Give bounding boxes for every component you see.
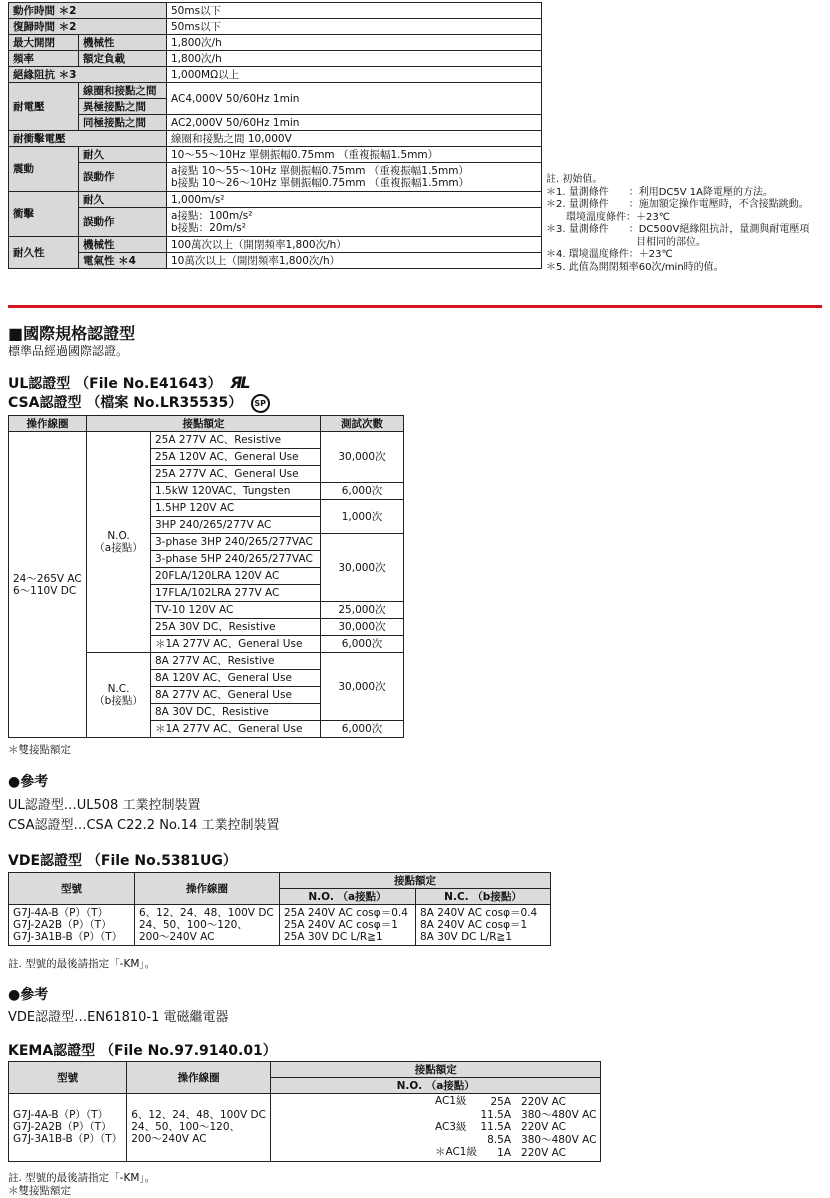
section-title: ■國際規格認證型	[8, 324, 136, 343]
csa-heading-text: CSA認證型 （檔案 No.LR35535）	[8, 395, 243, 411]
count-cell: 30,000次	[321, 432, 404, 483]
no-rating-cell	[280, 905, 416, 946]
model-line: G7J-4A-B（P）（T）	[13, 907, 109, 919]
rating-line: 8A 240V AC cosφ＝1	[420, 919, 528, 931]
section-subtitle: 標準品經過國際認證。	[8, 344, 129, 358]
kema-note-2: ＊雙接點額定	[8, 1185, 71, 1197]
class-cell	[435, 1109, 481, 1121]
spec-label: 衝擊	[9, 192, 79, 237]
note-line: ＊2. 量測條件 ：施加額定操作電壓時，不含接點跳動。	[546, 199, 809, 210]
kema-heading	[8, 1040, 277, 1060]
rating-line: 8A 240V AC cosφ＝0.4	[420, 907, 538, 919]
rating-cell: 25A 277V AC、General Use	[151, 466, 321, 483]
col-header: N.C. （b接點）	[416, 889, 551, 905]
contact-line: N.C.	[107, 683, 130, 695]
spec-label: 動作時間 ＊2	[9, 3, 167, 19]
rating-cell: 8A 120V AC、General Use	[151, 670, 321, 687]
spec-value-line: b接點：20m/s²	[171, 222, 246, 234]
spec-value: AC4,000V 50/60Hz 1min	[167, 83, 542, 115]
reference-title: ●參考	[8, 774, 49, 790]
rating-cell: 3HP 240/265/277V AC	[151, 517, 321, 534]
ul-csa-table	[8, 415, 404, 738]
vde-note: 註. 型號的最後請指定「-KM」。	[8, 958, 156, 970]
reference-line: UL認證型…UL508 工業控制裝置	[8, 798, 201, 813]
coil-line: 24、50、100～120、	[139, 919, 248, 931]
rating-line: 25A 240V AC cosφ＝0.4	[284, 907, 408, 919]
count-cell: 6,000次	[321, 483, 404, 500]
count-cell: 6,000次	[321, 636, 404, 653]
spec-value: 1,000MΩ以上	[167, 67, 542, 83]
col-header: 型號	[9, 1062, 127, 1094]
spec-notes	[546, 174, 809, 274]
ul-heading-text: UL認證型 （File No.E41643）	[8, 376, 222, 392]
spec-sublabel: 機械性	[79, 237, 167, 253]
note-line: ＊3. 量測條件 ：DC500V絕緣阻抗計，量測與耐電壓項	[546, 224, 810, 235]
amp-cell: 11.5A	[480, 1108, 512, 1121]
col-header: 接點額定	[270, 1062, 601, 1078]
ul-heading	[8, 373, 249, 393]
spec-value: 線圈和接點之間 10,000V	[167, 131, 542, 147]
ul-mark-icon: ЯL	[230, 373, 249, 392]
reference-line: CSA認證型…CSA C22.2 No.14 工業控制裝置	[8, 818, 280, 833]
class-cell: AC1級	[434, 1095, 467, 1107]
rating-line: 25A 30V DC L/R≧1	[284, 931, 383, 943]
contact-line: （a接點）	[94, 542, 143, 554]
col-header: N.O. （a接點）	[270, 1078, 601, 1094]
vde-heading	[8, 850, 237, 870]
coil-line: 24、50、100～120、	[131, 1121, 241, 1134]
col-header: 接點額定	[87, 416, 321, 432]
col-header: 操作線圈	[135, 873, 280, 905]
spec-sublabel: 耐久	[79, 147, 167, 163]
vde-table	[8, 872, 551, 946]
note-line: ＊5. 此值為開閉頻率60次/min時的值。	[546, 261, 724, 273]
spec-label: 震動	[9, 147, 79, 192]
spec-label: 耐衝擊電壓	[9, 131, 167, 147]
note-line: 目相同的部位。	[546, 236, 706, 248]
volt-cell: 380～480V AC	[521, 1108, 597, 1121]
rating-cell: 17FLA/102LRA 277V AC	[151, 585, 321, 602]
rating-cell: TV-10 120V AC	[151, 602, 321, 619]
rating-line: 8A 30V DC L/R≧1	[420, 931, 512, 943]
spec-sublabel: 異極接點之間	[79, 99, 167, 115]
spec-sublabel: 額定負載	[79, 51, 167, 67]
model-line: G7J-3A1B-B（P）（T）	[13, 1133, 123, 1146]
class-cell: AC3級	[434, 1120, 467, 1133]
col-header: 接點額定	[280, 873, 551, 889]
kema-rating-cell	[270, 1094, 601, 1162]
amp-cell: 8.5A	[487, 1134, 512, 1146]
volt-cell: 220V AC	[521, 1146, 566, 1159]
count-cell: 1,000次	[321, 500, 404, 534]
rating-cell: 25A 120V AC、General Use	[151, 449, 321, 466]
coil-line: 6、12、24、48、100V DC	[131, 1109, 266, 1122]
contact-line: （b接點）	[94, 695, 143, 707]
model-cell	[9, 1094, 127, 1162]
spec-table	[8, 2, 542, 269]
spec-label: 頻率	[9, 51, 79, 67]
model-line: G7J-2A2B（P）（T）	[13, 919, 112, 931]
csa-heading	[8, 392, 270, 413]
spec-value: AC2,000V 50/60Hz 1min	[167, 115, 542, 131]
csa-mark-icon: SP	[251, 394, 270, 413]
coil-cell	[127, 1094, 271, 1162]
spec-value-line: a接點 10～55～10Hz 單側振幅0.75mm （重複振幅1.5mm）	[171, 165, 469, 177]
col-header: 操作線圈	[9, 416, 87, 432]
volt-cell: 380～480V AC	[521, 1134, 597, 1146]
spec-value-line: b接點 10～26～10Hz 單側振幅0.75mm （重複振幅1.5mm）	[171, 177, 470, 189]
rating-cell: 1.5kW 120VAC、Tungsten	[151, 483, 321, 500]
kema-table	[8, 1061, 601, 1162]
col-header: N.O. （a接點）	[280, 889, 416, 905]
reference-line: VDE認證型…EN61810-1 電磁繼電器	[8, 1010, 229, 1025]
kema-heading-text: KEMA認證型 （File No.97.9140.01）	[8, 1043, 277, 1059]
volt-cell: 220V AC	[521, 1095, 566, 1108]
rating-cell: 3-phase 5HP 240/265/277VAC	[151, 551, 321, 568]
coil-cell	[9, 432, 87, 738]
spec-sublabel: 誤動作	[79, 208, 167, 237]
count-cell: 6,000次	[321, 721, 404, 738]
spec-sublabel: 線圈和接點之間	[79, 83, 167, 99]
count-cell: 25,000次	[321, 602, 404, 619]
spec-value-multi	[167, 163, 542, 192]
reference-title: ●參考	[8, 987, 49, 1003]
spec-sublabel: 同極接點之間	[79, 115, 167, 131]
spec-label: 耐電壓	[9, 83, 79, 131]
note-line: 環境溫度條件：＋23℃	[546, 211, 670, 223]
spec-label: 最大開閉	[9, 35, 79, 51]
coil-line: 200～240V AC	[139, 931, 215, 943]
spec-value: 100萬次以上（開閉頻率1,800次/h）	[167, 237, 542, 253]
rating-cell: 3-phase 3HP 240/265/277VAC	[151, 534, 321, 551]
spec-value-multi	[167, 208, 542, 237]
col-header: 測試次數	[321, 416, 404, 432]
note-line: 註. 初始值。	[546, 174, 603, 185]
spec-label: 絕緣阻抗 ＊3	[9, 67, 167, 83]
spec-value: 50ms以下	[167, 3, 542, 19]
spec-sublabel: 機械性	[79, 35, 167, 51]
rating-cell: ＊1A 277V AC、General Use	[151, 636, 321, 653]
rating-cell: 8A 277V AC、General Use	[151, 687, 321, 704]
coil-line: 6、12、24、48、100V DC	[139, 907, 274, 919]
rating-cell: 20FLA/120LRA 120V AC	[151, 568, 321, 585]
note-line: ＊1. 量測條件 ：利用DC5V 1A降電壓的方法。	[546, 186, 773, 198]
spec-label: 復歸時間 ＊2	[9, 19, 167, 35]
rating-cell: 8A 277V AC、Resistive	[151, 653, 321, 670]
rating-cell: 8A 30V DC、Resistive	[151, 704, 321, 721]
spec-value: 1,800次/h	[167, 35, 542, 51]
amp-cell: 1A	[497, 1146, 512, 1159]
vde-heading-text: VDE認證型 （File No.5381UG）	[8, 853, 237, 869]
spec-value: 10萬次以上（開閉頻率1,800次/h）	[167, 253, 542, 269]
amp-cell: 25A	[490, 1095, 512, 1108]
spec-value: 50ms以下	[167, 19, 542, 35]
ul-footnote: ＊雙接點額定	[8, 744, 71, 756]
model-line: G7J-4A-B（P）（T）	[13, 1109, 109, 1122]
coil-line: 6～110V DC	[13, 584, 77, 597]
spec-value: 10～55～10Hz 單側振幅0.75mm （重複振幅1.5mm）	[167, 147, 542, 163]
coil-line: 24～265V AC	[13, 572, 82, 585]
nc-contact-cell	[87, 653, 151, 738]
rating-cell: 25A 30V DC、Resistive	[151, 619, 321, 636]
no-contact-cell	[87, 432, 151, 653]
kema-rating-grid	[435, 1095, 597, 1160]
class-cell: ＊AC1級	[434, 1146, 477, 1158]
model-line: G7J-3A1B-B（P）（T）	[13, 931, 123, 943]
rating-cell: ＊1A 277V AC、General Use	[151, 721, 321, 738]
col-header: 型號	[9, 873, 135, 905]
spec-label: 耐久性	[9, 237, 79, 269]
count-cell: 30,000次	[321, 534, 404, 602]
section-divider	[8, 305, 822, 308]
spec-value: 1,800次/h	[167, 51, 542, 67]
spec-sublabel: 電氣性 ＊4	[79, 253, 167, 269]
model-cell	[9, 905, 135, 946]
col-header: 操作線圈	[127, 1062, 271, 1094]
contact-line: N.O.	[107, 530, 130, 542]
spec-sublabel: 耐久	[79, 192, 167, 208]
volt-cell: 220V AC	[521, 1121, 566, 1134]
kema-note: 註. 型號的最後請指定「-KM」。	[8, 1172, 156, 1184]
count-cell: 30,000次	[321, 619, 404, 636]
rating-cell: 1.5HP 120V AC	[151, 500, 321, 517]
class-cell	[435, 1134, 481, 1146]
spec-value: 1,000m/s²	[167, 192, 542, 208]
nc-rating-cell	[416, 905, 551, 946]
count-cell: 30,000次	[321, 653, 404, 721]
spec-sublabel: 誤動作	[79, 163, 167, 192]
spec-value-line: a接點：100m/s²	[171, 210, 253, 222]
rating-cell: 25A 277V AC、Resistive	[151, 432, 321, 449]
model-line: G7J-2A2B（P）（T）	[13, 1121, 112, 1134]
amp-cell: 11.5A	[480, 1121, 512, 1134]
note-line: ＊4. 環境溫度條件：＋23℃	[546, 249, 673, 260]
rating-line: 25A 240V AC cosφ＝1	[284, 919, 398, 931]
coil-cell	[135, 905, 280, 946]
coil-line: 200～240V AC	[131, 1133, 207, 1146]
